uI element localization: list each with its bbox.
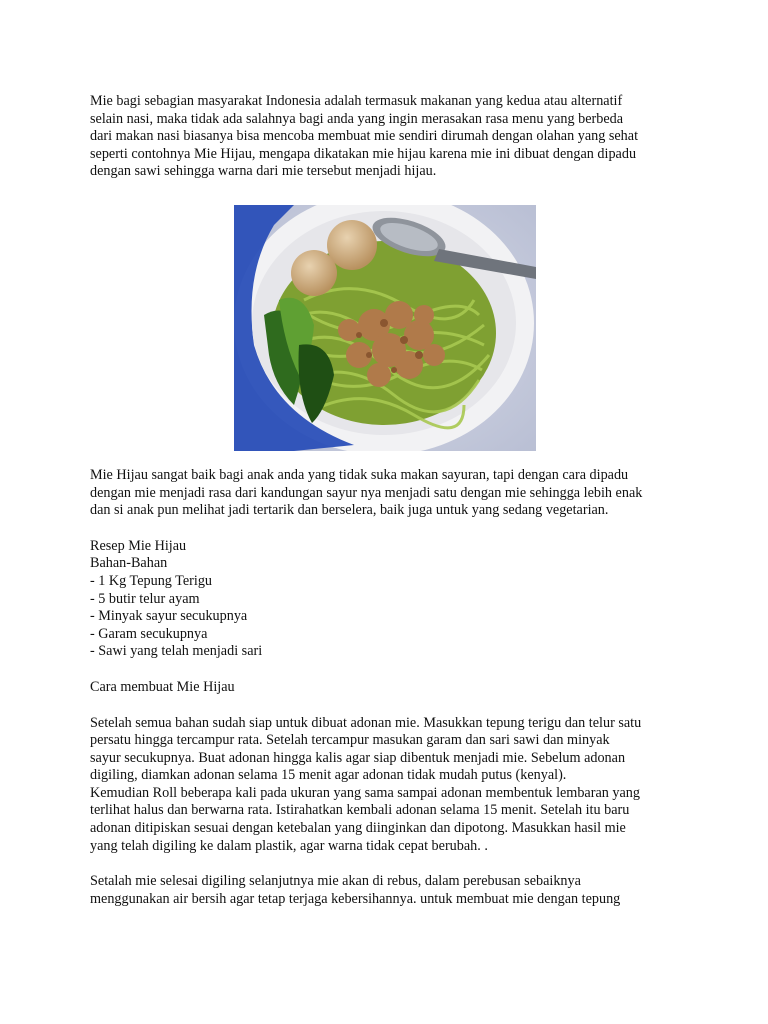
recipe-section bbox=[90, 538, 690, 661]
ingredient-item: - Garam secukupnya bbox=[90, 625, 208, 642]
ingredient-item: - 5 butir telur ayam bbox=[90, 590, 200, 607]
method-paragraph-2 bbox=[90, 873, 690, 908]
text-line: adonan ditipiskan sesuai dengan ketebalan yang diinginkan dan dipotong. Masukkan hasil mie bbox=[90, 820, 626, 837]
text-line: seperti contohnya Mie Hijau, mengapa dikatakan mie hijau karena mie ini dibuat dengan dipadu bbox=[90, 145, 637, 162]
text-line: dari makan nasi biasanya bisa mencoba membuat mie sendiri dirumah dengan olahan yang sehat bbox=[90, 128, 639, 145]
text-line: persatu hingga tercampur rata. Setelah tercampur masukan garam dan sari sawi dan minyak bbox=[90, 732, 610, 749]
ingredient-item: - Minyak sayur secukupnya bbox=[90, 608, 248, 625]
recipe-title: Resep Mie Hijau bbox=[90, 537, 187, 554]
text-line: dan si anak pun melihat jadi tertarik dan berselera, baik juga untuk yang sedang vegetarian. bbox=[90, 502, 609, 519]
ingredient-item: - 1 Kg Tepung Terigu bbox=[90, 572, 213, 589]
method-heading-block bbox=[90, 679, 690, 697]
method-paragraph-1 bbox=[90, 715, 690, 856]
text-line: terlihat halus dan berwarna rata. Istirahatkan kembali adonan selama 15 menit. Setelah itu baru bbox=[90, 802, 630, 819]
text-line: Mie Hijau sangat baik bagi anak anda yang tidak suka makan sayuran, tapi dengan cara dipadu bbox=[90, 466, 629, 483]
document-page bbox=[90, 93, 690, 908]
intro-paragraph bbox=[90, 93, 690, 181]
text-line: Setelah semua bahan sudah siap untuk dibuat adonan mie. Masukkan tepung terigu dan telur satu bbox=[90, 714, 642, 731]
text-line: dengan mie menjadi rasa dari kandungan sayur nya menjadi satu dengan mie sehingga lebih enak bbox=[90, 484, 643, 501]
method-heading: Cara membuat Mie Hijau bbox=[90, 678, 235, 695]
text-line: selain nasi, maka tidak ada salahnya bagi anda yang ingin merasakan rasa menu yang berbeda bbox=[90, 110, 624, 127]
text-line: Mie bagi sebagian masyarakat Indonesia adalah termasuk makanan yang kedua atau alternatif bbox=[90, 93, 623, 109]
text-line: menggunakan air bersih agar tetap terjaga kebersihannya. untuk membuat mie dengan tepung bbox=[90, 890, 621, 907]
ingredient-item: - Sawi yang telah menjadi sari bbox=[90, 643, 263, 660]
mie-hijau-photo bbox=[234, 205, 536, 451]
text-line: Setalah mie selesai digiling selanjutnya mie akan di rebus, dalam perebusan sebaiknya bbox=[90, 873, 581, 890]
ingredients-heading: Bahan-Bahan bbox=[90, 555, 168, 572]
text-line: digiling, diamkan adonan selama 15 menit agar adonan tidak mudah putus (kenyal). bbox=[90, 767, 567, 784]
text-line: sayur secukupnya. Buat adonan hingga kalis agar siap dibentuk menjadi mie. Sebelum adonan bbox=[90, 749, 626, 766]
text-line: yang telah digiling ke dalam plastik, agar warna tidak cepat berubah. . bbox=[90, 837, 488, 854]
benefit-paragraph bbox=[90, 467, 690, 520]
text-line: Kemudian Roll beberapa kali pada ukuran yang sama sampai adonan membentuk lembaran yang bbox=[90, 784, 640, 801]
text-line: dengan sawi sehingga warna dari mie tersebut menjadi hijau. bbox=[90, 163, 437, 180]
